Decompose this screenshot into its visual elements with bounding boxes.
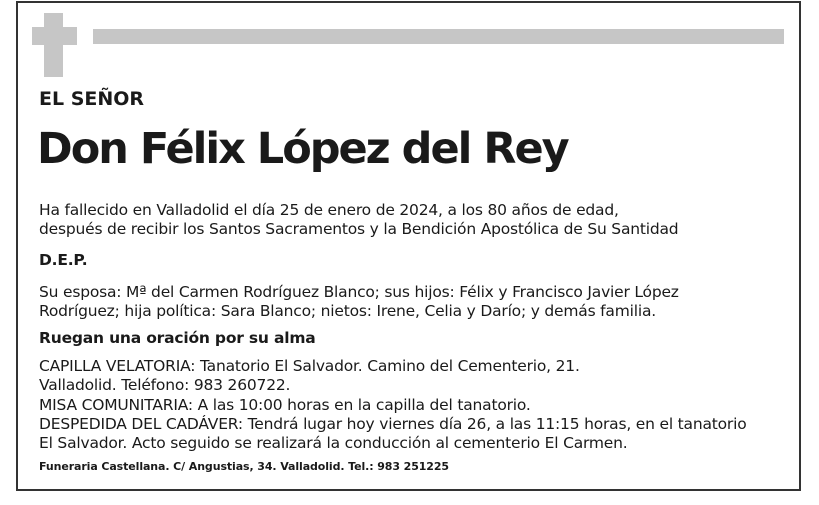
dep-label: D.E.P. bbox=[39, 251, 88, 269]
prayer-request: Ruegan una oración por su alma bbox=[39, 329, 316, 347]
cross-horizontal-bar bbox=[32, 27, 77, 45]
funeral-home-info: Funeraria Castellana. C/ Angustias, 34. Valladolid. Tel.: 983 251225 bbox=[39, 460, 449, 473]
death-announcement-line-1: Ha fallecido en Valladolid el día 25 de enero de 2024, a los 80 años de edad, bbox=[39, 201, 619, 219]
decorative-rule bbox=[93, 29, 784, 44]
family-line-2: Rodríguez; hija política: Sara Blanco; nietos: Irene, Celia y Darío; y demás familia. bbox=[39, 302, 656, 320]
family-line-1: Su esposa: Mª del Carmen Rodríguez Blanco; sus hijos: Félix y Francisco Javier López bbox=[39, 283, 679, 301]
detail-line: Valladolid. Teléfono: 983 260722. bbox=[39, 376, 291, 394]
detail-line: MISA COMUNITARIA: A las 10:00 horas en la capilla del tanatorio. bbox=[39, 396, 531, 414]
deceased-name: Don Félix López del Rey bbox=[37, 124, 568, 174]
honorific: EL SEÑOR bbox=[39, 88, 145, 110]
cross-vertical-bar bbox=[44, 13, 63, 77]
detail-line: CAPILLA VELATORIA: Tanatorio El Salvador. Camino del Cementerio, 21. bbox=[39, 357, 580, 375]
detail-line: El Salvador. Acto seguido se realizará la conducción al cementerio El Carmen. bbox=[39, 434, 628, 452]
death-announcement-line-2: después de recibir los Santos Sacramentos y la Bendición Apostólica de Su Santidad bbox=[39, 220, 679, 238]
detail-line: DESPEDIDA DEL CADÁVER: Tendrá lugar hoy viernes día 26, a las 11:15 horas, en el tanatorio bbox=[39, 415, 747, 433]
